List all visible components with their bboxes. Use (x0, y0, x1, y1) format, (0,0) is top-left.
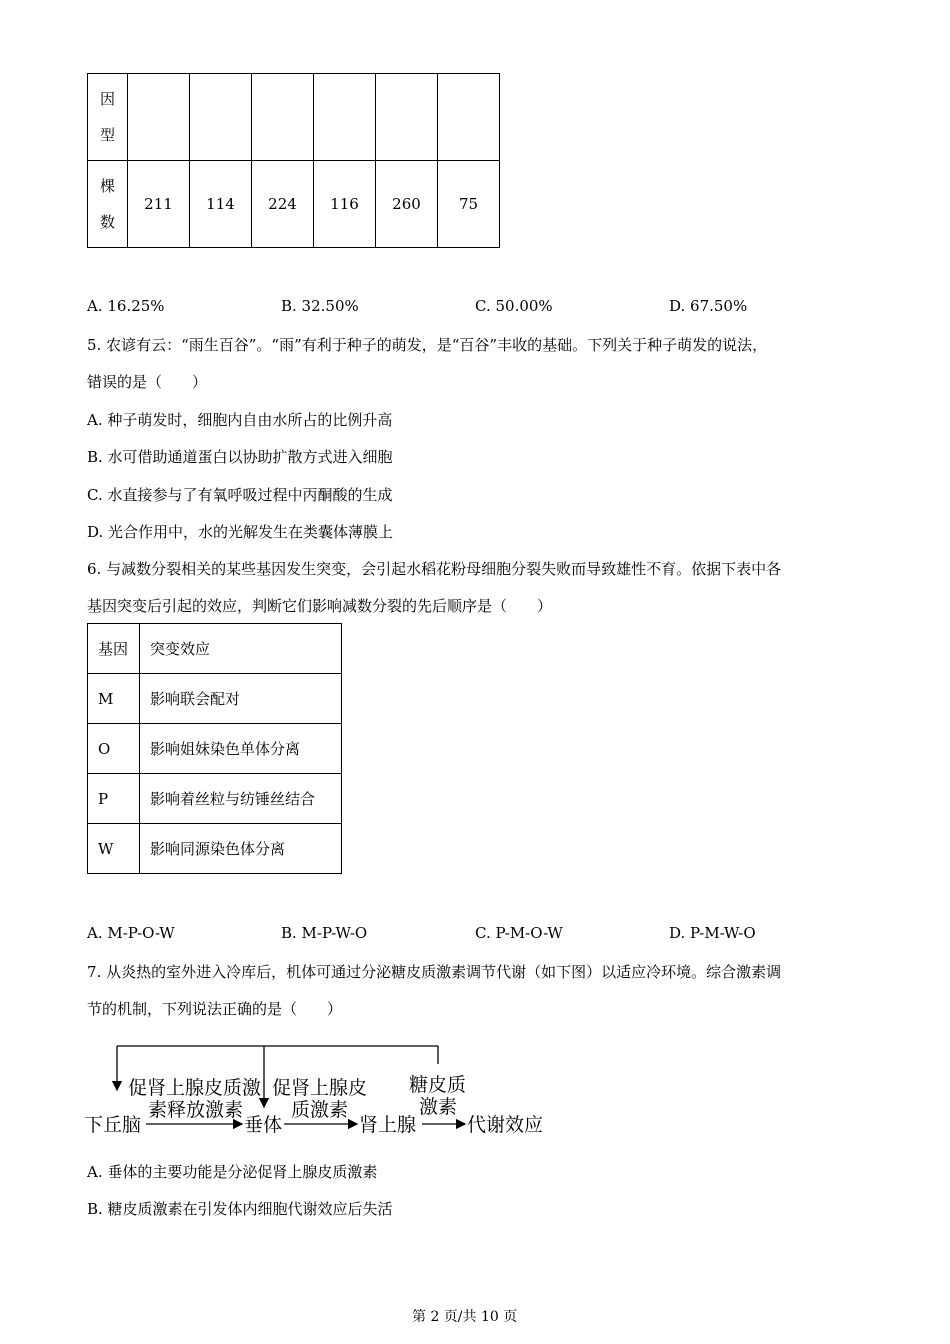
effect-cell: 影响同源染色体分离 (140, 824, 342, 874)
arrow-label-gc-line2: 激素 (419, 1096, 458, 1118)
effect-cell: 影响着丝粒与纺锤丝结合 (140, 774, 342, 824)
arrow-label-crh-line2: 素释放激素 (148, 1099, 244, 1121)
column-header: 基因 (88, 624, 140, 674)
gene-cell: P (88, 774, 140, 824)
table-cell (190, 74, 252, 161)
q6-stem-line1: 6. 与减数分裂相关的某些基因发生突变，会引起水稻花粉母细胞分裂失败而导致雄性不育。依据下表中各 (87, 560, 782, 578)
table-cell (252, 74, 314, 161)
table-row (88, 774, 342, 824)
node-metabolic-effect: 代谢效应 (467, 1114, 544, 1136)
q7-stem-line2: 节的机制，下列说法正确的是（ ） (87, 1000, 343, 1018)
gene-cell: M (88, 674, 140, 724)
page-footer: 第 2 页/共 10 页 (412, 1309, 518, 1325)
q6-option-d[interactable]: D. P-M-W-O (669, 924, 756, 942)
header-char: 数 (99, 213, 115, 231)
gene-cell: W (88, 824, 140, 874)
header-char: 棵 (99, 177, 115, 195)
q4-option-a[interactable]: A. 16.25% (87, 297, 165, 315)
table-cell: 260 (376, 161, 438, 248)
table-cell (314, 74, 376, 161)
table-row (88, 724, 342, 774)
node-pituitary: 垂体 (244, 1114, 283, 1136)
q5-option-d[interactable]: D. 光合作用中，水的光解发生在类囊体薄膜上 (87, 523, 394, 541)
table-cell: 114 (190, 161, 252, 248)
table-cell: 116 (314, 161, 376, 248)
arrow-label-gc-line1: 糖皮质 (409, 1074, 467, 1096)
q6-option-b[interactable]: B. M-P-W-O (281, 924, 368, 942)
node-hypothalamus: 下丘脑 (84, 1114, 142, 1136)
table-header-row (88, 624, 342, 674)
q5-option-c[interactable]: C. 水直接参与了有氧呼吸过程中丙酮酸的生成 (87, 486, 393, 504)
table-row (88, 674, 342, 724)
header-char: 型 (99, 126, 115, 144)
arrow-label-acth-line2: 质激素 (291, 1099, 349, 1121)
table-row (88, 74, 500, 161)
gene-cell: O (88, 724, 140, 774)
q6-option-c[interactable]: C. P-M-O-W (475, 924, 563, 942)
table-cell (376, 74, 438, 161)
effect-cell: 影响姐妹染色单体分离 (140, 724, 342, 774)
q5-option-a[interactable]: A. 种子萌发时，细胞内自由水所占的比例升高 (87, 411, 393, 429)
q4-option-c[interactable]: C. 50.00% (475, 297, 553, 315)
row-header (88, 74, 128, 161)
q5-stem-line2: 错误的是（ ） (87, 373, 208, 391)
arrow-label-crh-line1: 促肾上腺皮质激 (128, 1077, 262, 1099)
node-adrenal: 肾上腺 (359, 1114, 417, 1136)
q7-option-a[interactable]: A. 垂体的主要功能是分泌促肾上腺皮质激素 (87, 1163, 378, 1181)
table-row (88, 824, 342, 874)
table-cell (128, 74, 190, 161)
table-cell: 211 (128, 161, 190, 248)
row-header (88, 161, 128, 248)
gene-mutation-table (87, 623, 342, 874)
table-row (88, 161, 500, 248)
q4-option-d[interactable]: D. 67.50% (669, 297, 748, 315)
q5-stem-line1: 5. 农谚有云：“雨生百谷”。“雨”有利于种子的萌发，是“百谷”丰收的基础。下列关于种子萌发的说法， (87, 336, 768, 354)
arrow-label-acth-line1: 促肾上腺皮 (272, 1077, 368, 1099)
hormone-regulation-diagram (84, 1042, 564, 1142)
q4-option-b[interactable]: B. 32.50% (281, 297, 359, 315)
effect-cell: 影响联会配对 (140, 674, 342, 724)
table-cell: 75 (438, 161, 500, 248)
header-char: 因 (99, 90, 115, 108)
column-header: 突变效应 (140, 624, 342, 674)
genotype-count-table (87, 73, 500, 248)
q7-option-b[interactable]: B. 糖皮质激素在引发体内细胞代谢效应后失活 (87, 1200, 393, 1218)
table-cell (438, 74, 500, 161)
table-cell: 224 (252, 161, 314, 248)
q5-option-b[interactable]: B. 水可借助通道蛋白以协助扩散方式进入细胞 (87, 448, 393, 466)
q7-stem-line1: 7. 从炎热的室外进入冷库后，机体可通过分泌糖皮质激素调节代谢（如下图）以适应冷环境。综合激素调 (87, 963, 782, 981)
q6-stem-line2: 基因突变后引起的效应，判断它们影响减数分裂的先后顺序是（ ） (87, 597, 553, 615)
q6-option-a[interactable]: A. M-P-O-W (87, 924, 175, 942)
